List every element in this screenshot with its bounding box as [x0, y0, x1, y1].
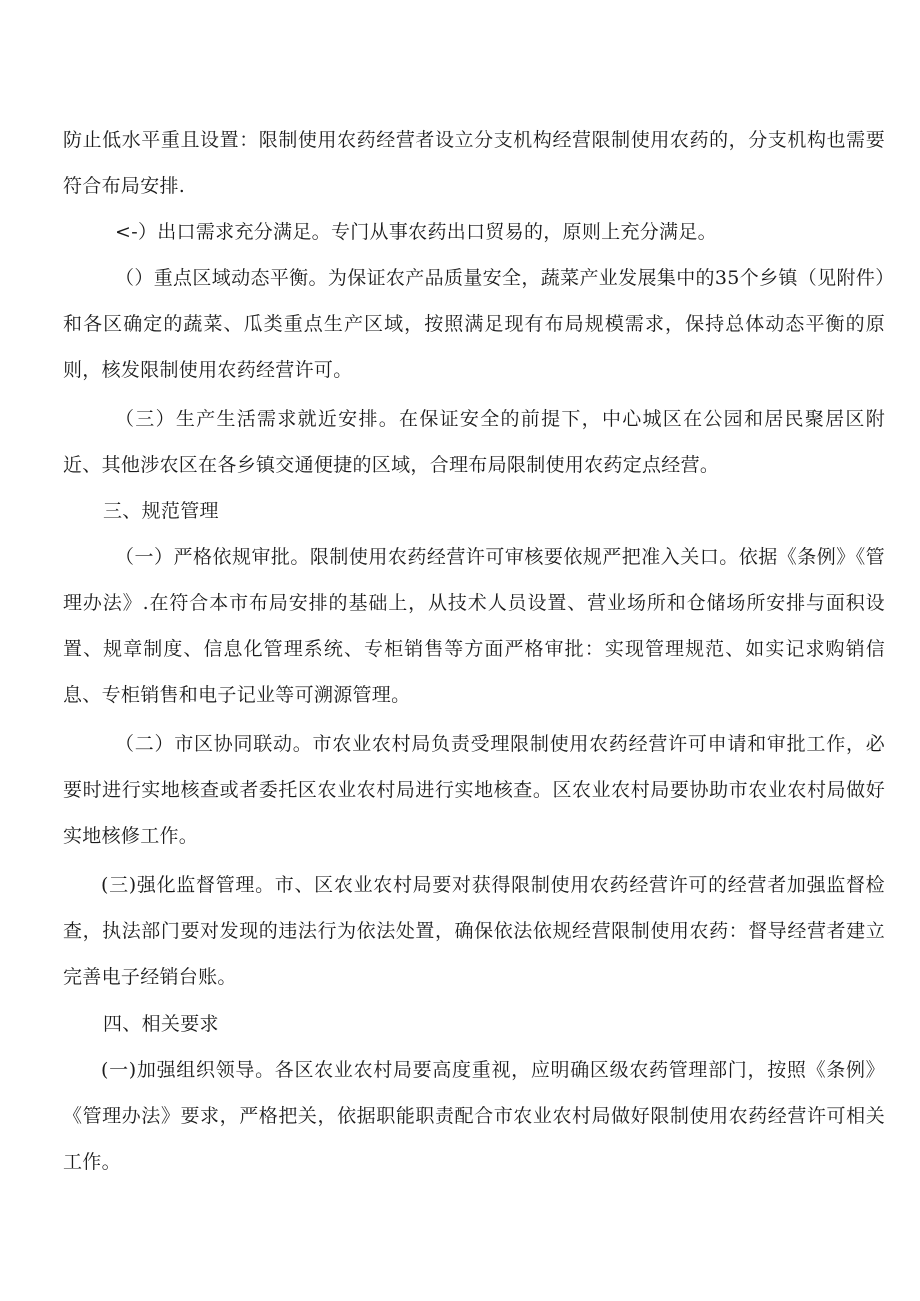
paragraph-supervision: (三)强化监督管理。市、区农业农村局要对获得限制使用农药经营许可的经营者加强监督检查，执法部门要对发现的违法行为依法处置，确保依法依规经营限制使用农药：督导经营者建立完善电子经销台账。 [63, 874, 885, 988]
paragraph-city-district-coordination: （二）市区协同联动。市农业农村局负责受理限制使用农药经营许可申请和审批工作，必要时进行实地核查或者委托区农业农村局进行实地核查。区农业农村局要协助市农业农村局做好实地核修工作。 [63, 733, 885, 847]
paragraph-organizational-leadership: (一)加强组织领导。各区农业农村局要高度重视，应明确区级农药管理部门，按照《条例》《管理办法》要求，严格把关，依据职能职责配合市农业农村局做好限制使用农药经营许可相关工作。 [63, 1059, 885, 1173]
paragraph-export-demand: <-）出口需求充分满足。专门从事农药出口贸易的，原则上充分满足。 [115, 221, 717, 243]
paragraph-strict-approval: （一）严格依规审批。限制使用农药经营许可审核要依规严把准入关口。依据《条例》《管理办法》.在符合本市布局安排的基础上，从技术人员设置、营业场所和仓储场所安排与面积设置、规章制度、信息化管理系统、专柜销售等方面严格审批：实现管理规范、如实记求购销信息、专柜销售和电子记业等可溯源管理。 [63, 546, 885, 706]
paragraph-layout-restriction: 防止低水平重且设置：限制使用农药经营者设立分支机构经营限制使用农药的，分支机构也需要符合布局安排. [63, 129, 885, 197]
paragraph-key-area-balance: （）重点区域动态平衡。为保证农产品质量安全，蔬菜产业发展集中的35个乡镇（见附件）和各区确定的蔬菜、瓜类重点生产区域，按照满足现有布局规模需求，保持总体动态平衡的原则，核发限制使用农药经营许可。 [63, 267, 885, 381]
section-heading-requirements: 四、相关要求 [103, 1013, 219, 1035]
paragraph-production-life-demand: （三）生产生活需求就近安排。在保证安全的前提下，中心城区在公园和居民聚居区附近、其他涉农区在各乡镇交通便捷的区域，合理布局限制使用农药定点经营。 [63, 408, 885, 476]
section-heading-standard-management: 三、规范管理 [103, 500, 219, 522]
